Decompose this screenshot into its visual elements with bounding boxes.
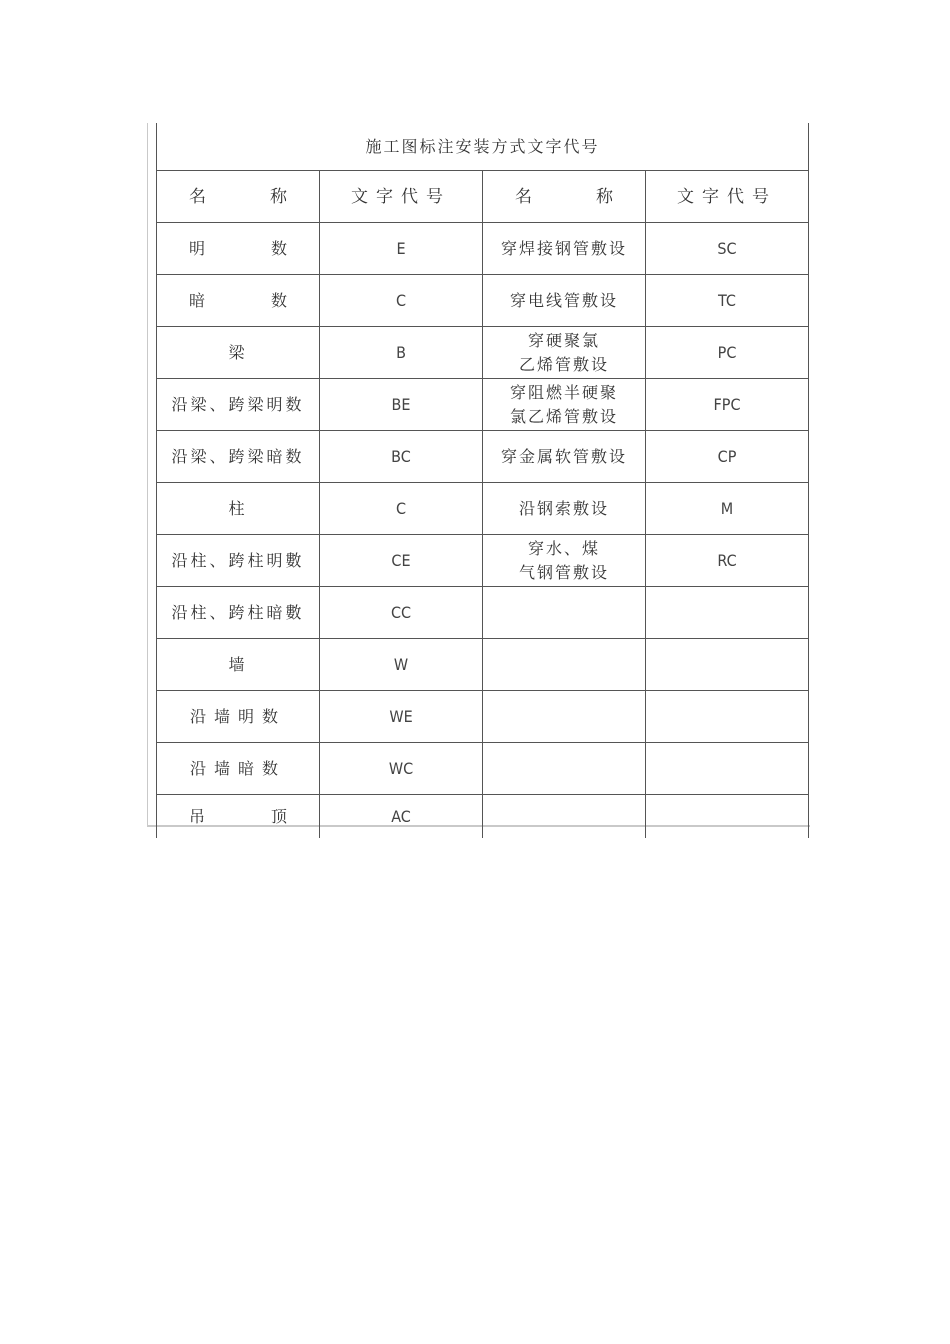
row-code: CC xyxy=(320,587,483,639)
row-code-2: CP xyxy=(646,431,809,483)
row-name-2: 穿焊接钢管敷设 xyxy=(483,223,646,275)
row-name-2 xyxy=(483,691,646,743)
row-name: 柱 xyxy=(157,483,320,535)
row-name: 暗 数 xyxy=(157,275,320,327)
row-code: BE xyxy=(320,379,483,431)
table-row xyxy=(157,379,809,431)
table-row xyxy=(157,639,809,691)
row-name: 梁 xyxy=(157,327,320,379)
table-title: 施工图标注安装方式文字代号 xyxy=(157,123,809,171)
table-row xyxy=(157,691,809,743)
header-code: 文字代号 xyxy=(320,171,483,223)
table-row xyxy=(157,275,809,327)
row-code-2: FPC xyxy=(646,379,809,431)
row-code: E xyxy=(320,223,483,275)
row-code-2: RC xyxy=(646,535,809,587)
header-name-2: 名 称 xyxy=(483,171,646,223)
row-code-2 xyxy=(646,743,809,795)
row-name-2 xyxy=(483,743,646,795)
row-name-2 xyxy=(483,639,646,691)
table-row xyxy=(157,795,809,839)
row-name-2: 穿电线管敷设 xyxy=(483,275,646,327)
table-row xyxy=(157,223,809,275)
row-code: BC xyxy=(320,431,483,483)
row-name-2: 穿阻燃半硬聚 氯乙烯管敷设 xyxy=(483,379,646,431)
row-name: 沿柱、跨柱暗數 xyxy=(157,587,320,639)
table-row xyxy=(157,587,809,639)
row-code-2 xyxy=(646,691,809,743)
row-code-2: TC xyxy=(646,275,809,327)
header-name: 名 称 xyxy=(157,171,320,223)
row-code: CE xyxy=(320,535,483,587)
row-name: 沿梁、跨梁明数 xyxy=(157,379,320,431)
installation-code-table xyxy=(156,123,809,838)
table-row xyxy=(157,743,809,795)
row-code: WE xyxy=(320,691,483,743)
row-code: C xyxy=(320,275,483,327)
row-name: 明 数 xyxy=(157,223,320,275)
row-name-2: 穿硬聚氯 乙烯管敷设 xyxy=(483,327,646,379)
row-code-2: SC xyxy=(646,223,809,275)
row-code-2: M xyxy=(646,483,809,535)
row-name-2: 穿水、煤 气钢管敷设 xyxy=(483,535,646,587)
header-row xyxy=(157,171,809,223)
row-name: 吊 顶 xyxy=(157,795,320,839)
table-row xyxy=(157,327,809,379)
table-row xyxy=(157,483,809,535)
header-code-2: 文字代号 xyxy=(646,171,809,223)
row-code-2 xyxy=(646,587,809,639)
row-name-2 xyxy=(483,795,646,839)
row-name: 墙 xyxy=(157,639,320,691)
row-name-2: 穿金属软管敷设 xyxy=(483,431,646,483)
row-name-2: 沿钢索敷设 xyxy=(483,483,646,535)
row-code-2 xyxy=(646,639,809,691)
row-code: C xyxy=(320,483,483,535)
row-name: 沿墙暗数 xyxy=(157,743,320,795)
row-name: 沿梁、跨梁暗数 xyxy=(157,431,320,483)
row-code: W xyxy=(320,639,483,691)
row-code: B xyxy=(320,327,483,379)
row-name: 沿墙明数 xyxy=(157,691,320,743)
row-code: AC xyxy=(320,795,483,839)
table-row xyxy=(157,431,809,483)
row-name-2 xyxy=(483,587,646,639)
row-code-2: PC xyxy=(646,327,809,379)
row-code-2 xyxy=(646,795,809,839)
frame-left-edge xyxy=(147,123,155,827)
table-row xyxy=(157,535,809,587)
row-name: 沿柱、跨柱明數 xyxy=(157,535,320,587)
row-code: WC xyxy=(320,743,483,795)
